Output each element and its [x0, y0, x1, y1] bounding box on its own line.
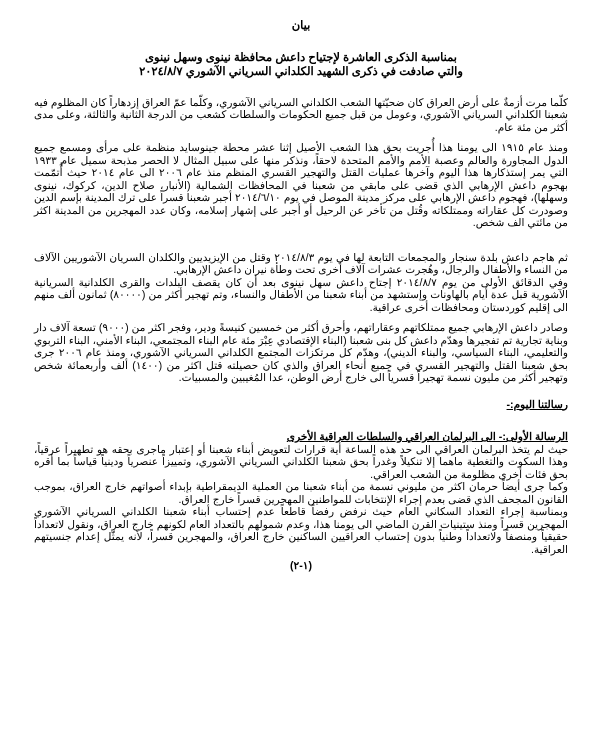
paragraph-5: وصادر داعش الإرهابي جميع ممتلكاتهم وعقاراتهم، وأحرق أكثر من خمسين كنيسةً ودير، وفجر اكثر من (٩٠٠٠) تسعة آلاف دار وبناية تجارية تم تفجيرها وهدّم داعش كل بنى شعبنا (البناء الإقتصادي عِبْرَ مئة عام البناء المجتمعي، البناء الأمني، البناء التربوي والتعليمي، البناء السياسي، والبناء الديني)، وهدّم كل مرتكزات المجتمع الكلداني السرياني الآشوري، ومنذ عام ٢٠٠٦ جرى بحق شعبنا القتل والتهجير القسري في جميع أنحاء العراق والذي كان حصيلته قتل اكثر من (١٤٠٠) ألف وأربعمائة شخص وتهجير أكثر من مليون نسمة تهجيراً قسرياً الى خارج أرض الوطن، عدا المُغيبين والمسبيات.	[34, 322, 568, 384]
paragraph-7: وكما جرى أيضاً حرمان اكثر من مليوني نسمة من أبناء شعبنا من العملية الديمقراطية بإبداء أصواتهم خارج العراق، بموجب القانون المجحف الذي قضى بعدم إجراء الإنتخابات للمواطنين المهجرين قسراً خارج العراق.	[34, 481, 568, 506]
paragraph-8: وبمناسبة إجراء التعداد السكاني العام حيث نرفض رفضاً قاطعاً عدم إحتساب أبناء شعبنا الكلداني السرياني الآشوري المهجرين قسراً ومنذ ستينيات القرن الماضي الى يومنا هذا، وعدم شمولهم بالتعداد العام لكونهم خارج العراق، ونقول لاتعداداً حقيقياً ومنصفاً ولاتعداداً وطنياً بدون إحتساب العراقيين الساكنين خارج العراق، والمهجرين قسراً، لأنه يمثّل إعدام جنسيتهم العراقية.	[34, 506, 568, 556]
message-1-title: الرسالة الأولى:- الى البرلمان العراقي والسلطات العراقية الأخرى	[286, 431, 568, 443]
document-heading: بيان	[291, 20, 311, 32]
paragraph-6: حيث لم يتخذ البرلمان العراقي الى حد هذه الساعة أية قرارات لتعويض أبناء شعبنا أو إعتبار ماجرى بحقه هو تطهيراً عرقياً، وهذا السكوت والتغطية ماهما إلا تنكيلاً وغدراً بحق شعبنا الكلداني السرياني الآشوري، وتمييزاً عنصرياً ودينياً قياساً بما أقره بحق فئات أخرى مظلومة من الشعب العراقي.	[34, 443, 568, 481]
statement-body	[34, 20, 568, 573]
paragraph-3: ثم هاجم داعش بلدة سنجار والمجمعات التابعة لها في يوم ٢٠١٤/٨/٣ وقتل من الإيزيديين والكلدان السريان الآشوريين الآلاف من النساء والأطفال والرجال، وهُجرت عشرات آلاف أخرى تحت وطأة نيران داعش الإرهابي.	[34, 251, 569, 276]
statement-title	[34, 51, 568, 79]
paragraph-1: كلّما مرت أزمةٌ على أرض العراق كان ضحيّتها الشعب الكلداني السرياني الآشوري، وكلّما عمّ العراق إزدهاراً كان المظلوم فيه شعبنا الكلداني السرياني الآشوري، وعومل من قبل جميع الحكومات والسلطات كشعب من الدرجة الثانية والثالثة، وعلى مدى أكثر من مئة عام.	[34, 96, 568, 134]
paragraph-2: ومنذ عام ١٩١٥ الى يومنا هذا أُجريت بحق هذا الشعب الأصيل إثنا عشر محطة جينوسايد منظمة على مرأى ومسمع جميع الدول المجاورة والعالم وعصبة الأمم والأمم المتحدة لاحقاً، ونذكر منها على سبيل المثال لا الحصر مذبحة سميل عام ١٩٣٣ التي يمر إستذكارها هذا اليوم وآخرها عمليات القتل والتهجير القسري المنظم منذ عام ٢٠٠٦ الى عام ٢٠١٤ حيث أُتمّمت بهجوم داعش الإرهابي الذي قضى على مابقي من شعبنا في المحافظات الشمالية (الأنبار، صلاح الدين، كركوك، نينوى وسهلها)، فهجوم داعش الإرهابي على مركز مدينة الموصل في يوم ٢٠١٤/٦/١٠ أجبر شعبنا قسراً على ترك المدينة بإسم الدين وصودرت كل عقاراته وممتلكاته وقُتل من تأخر عن الرحيل أو أجبر على إشهار إسلامه، وكان عدد المهجرين من المدينة اكثر من مائتي الف شخص.	[34, 142, 568, 229]
title-line-1: بمناسبة الذكرى العاشرة لإجتياح داعش محافظة نينوى وسهل نينوى	[145, 51, 457, 64]
title-line-2: والتي صادفت في ذكرى الشهيد الكلداني السرياني الآشوري ٢٠٢٤/٨/٧	[139, 65, 463, 78]
paragraph-4: وفي الدقائق الأولى من يوم ٢٠١٤/٨/٧ إجتاح داعش سهل نينوى بعد أن كان يقصف البلدات والقرى الكلدانية السريانية الآشورية قبل عدة أيام بالهاونات وإستشهد من أبناء شعبنا من الأطفال والنساء، وتم تهجير أكثر من (٨٠٠٠٠) ثمانون ألف منهم الى إقليم كوردستان ومحافظات أخرى عراقية.	[34, 276, 568, 314]
page-number: (١-٢)	[290, 560, 312, 572]
section-title: رسالتنا اليوم:-	[506, 398, 568, 411]
